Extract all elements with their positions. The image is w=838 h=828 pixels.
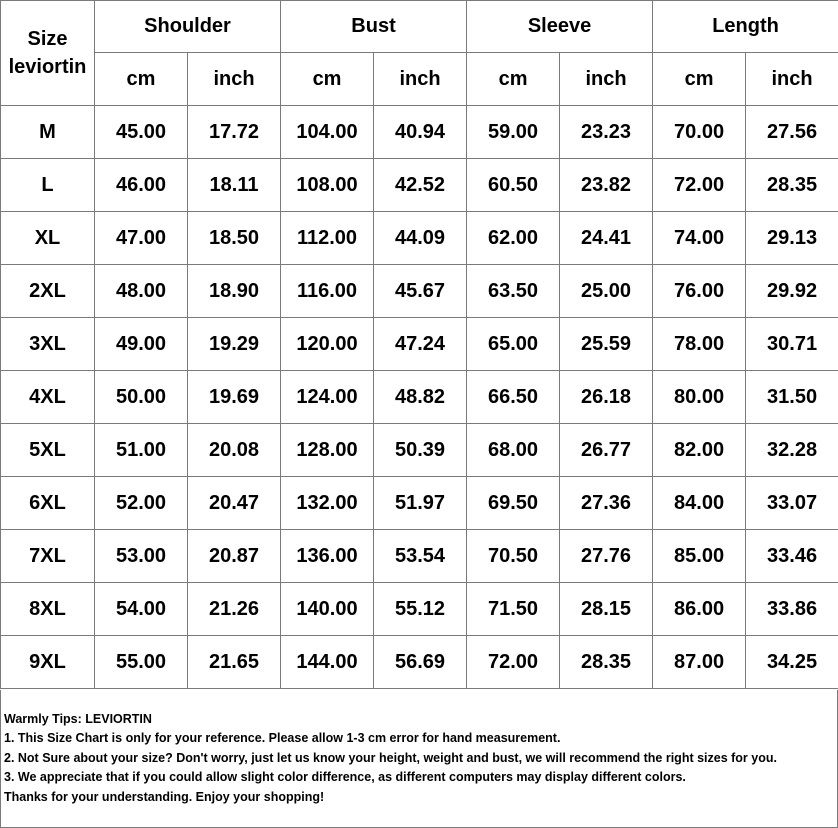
size-label-cell: 2XL (1, 265, 95, 318)
measurement-cell: 28.35 (560, 636, 653, 689)
group-header-bust: Bust (281, 1, 467, 53)
table-row (1, 106, 838, 159)
size-label-cell: XL (1, 212, 95, 265)
unit-header-inch: inch (188, 53, 281, 106)
measurement-cell: 50.00 (95, 371, 188, 424)
measurement-cell: 52.00 (95, 477, 188, 530)
group-header-length: Length (653, 1, 838, 53)
measurement-cell: 136.00 (281, 530, 374, 583)
measurement-cell: 72.00 (467, 636, 560, 689)
measurement-cell: 25.00 (560, 265, 653, 318)
measurement-cell: 53.54 (374, 530, 467, 583)
measurement-cell: 29.13 (746, 212, 838, 265)
measurement-cell: 120.00 (281, 318, 374, 371)
measurement-cell: 33.07 (746, 477, 838, 530)
size-label-cell: 9XL (1, 636, 95, 689)
measurement-cell: 55.00 (95, 636, 188, 689)
tip-line-3: 3. We appreciate that if you could allow slight color difference, as different computers may display different colors. (4, 770, 686, 785)
measurement-cell: 87.00 (653, 636, 746, 689)
size-table-body (1, 106, 838, 689)
measurement-cell: 82.00 (653, 424, 746, 477)
measurement-cell: 49.00 (95, 318, 188, 371)
measurement-cell: 29.92 (746, 265, 838, 318)
tip-line-2: 2. Not Sure about your size? Don't worry, just let us know your height, weight and bust, we will recommend the right sizes for you. (4, 750, 777, 765)
measurement-cell: 40.94 (374, 106, 467, 159)
measurement-cell: 51.97 (374, 477, 467, 530)
unit-header-inch: inch (560, 53, 653, 106)
measurement-cell: 54.00 (95, 583, 188, 636)
measurement-cell: 59.00 (467, 106, 560, 159)
size-label-cell: 4XL (1, 371, 95, 424)
measurement-cell: 140.00 (281, 583, 374, 636)
measurement-cell: 86.00 (653, 583, 746, 636)
measurement-cell: 19.29 (188, 318, 281, 371)
measurement-cell: 60.50 (467, 159, 560, 212)
measurement-cell: 85.00 (653, 530, 746, 583)
measurement-cell: 116.00 (281, 265, 374, 318)
measurement-cell: 108.00 (281, 159, 374, 212)
measurement-cell: 72.00 (653, 159, 746, 212)
measurement-cell: 42.52 (374, 159, 467, 212)
table-row (1, 371, 838, 424)
measurement-cell: 63.50 (467, 265, 560, 318)
measurement-cell: 50.39 (374, 424, 467, 477)
measurement-cell: 55.12 (374, 583, 467, 636)
measurement-cell: 47.00 (95, 212, 188, 265)
measurement-cell: 45.00 (95, 106, 188, 159)
unit-header-cm: cm (467, 53, 560, 106)
measurement-cell: 84.00 (653, 477, 746, 530)
group-header-sleeve: Sleeve (467, 1, 653, 53)
unit-header-cm: cm (95, 53, 188, 106)
measurement-cell: 31.50 (746, 371, 838, 424)
measurement-cell: 68.00 (467, 424, 560, 477)
table-row (1, 318, 838, 371)
measurement-cell: 112.00 (281, 212, 374, 265)
measurement-cell: 21.26 (188, 583, 281, 636)
measurement-cell: 70.50 (467, 530, 560, 583)
measurement-cell: 33.46 (746, 530, 838, 583)
measurement-cell: 74.00 (653, 212, 746, 265)
measurement-cell: 18.90 (188, 265, 281, 318)
table-row (1, 424, 838, 477)
group-header-shoulder: Shoulder (95, 1, 281, 53)
measurement-cell: 71.50 (467, 583, 560, 636)
measurement-cell: 20.87 (188, 530, 281, 583)
measurement-cell: 24.41 (560, 212, 653, 265)
measurement-cell: 27.36 (560, 477, 653, 530)
size-label-cell: L (1, 159, 95, 212)
measurement-cell: 30.71 (746, 318, 838, 371)
measurement-cell: 20.47 (188, 477, 281, 530)
measurement-cell: 48.82 (374, 371, 467, 424)
measurement-cell: 48.00 (95, 265, 188, 318)
measurement-cell: 144.00 (281, 636, 374, 689)
measurement-cell: 18.50 (188, 212, 281, 265)
tip-line-1: 1. This Size Chart is only for your reference. Please allow 1-3 cm error for hand measurement. (4, 731, 561, 746)
measurement-cell: 44.09 (374, 212, 467, 265)
measurement-cell: 132.00 (281, 477, 374, 530)
measurement-cell: 62.00 (467, 212, 560, 265)
measurement-cell: 70.00 (653, 106, 746, 159)
measurement-cell: 27.76 (560, 530, 653, 583)
measurement-cell: 20.08 (188, 424, 281, 477)
size-header-label: Size (27, 28, 68, 50)
measurement-cell: 18.11 (188, 159, 281, 212)
measurement-cell: 80.00 (653, 371, 746, 424)
measurement-cell: 33.86 (746, 583, 838, 636)
measurement-cell: 28.35 (746, 159, 838, 212)
unit-header-cm: cm (653, 53, 746, 106)
size-label-cell: 3XL (1, 318, 95, 371)
measurement-cell: 27.56 (746, 106, 838, 159)
measurement-cell: 78.00 (653, 318, 746, 371)
warmly-tips-box (0, 690, 838, 828)
table-row (1, 636, 838, 689)
tips-closing: Thanks for your understanding. Enjoy your shopping! (4, 789, 325, 804)
table-row (1, 583, 838, 636)
measurement-cell: 56.69 (374, 636, 467, 689)
measurement-cell: 66.50 (467, 371, 560, 424)
measurement-cell: 128.00 (281, 424, 374, 477)
size-label-cell: M (1, 106, 95, 159)
size-label-cell: 7XL (1, 530, 95, 583)
measurement-cell: 104.00 (281, 106, 374, 159)
unit-header-inch: inch (746, 53, 838, 106)
measurement-cell: 23.23 (560, 106, 653, 159)
measurement-cell: 21.65 (188, 636, 281, 689)
table-row (1, 159, 838, 212)
size-label-cell: 8XL (1, 583, 95, 636)
measurement-cell: 46.00 (95, 159, 188, 212)
brand-header-label: leviortin (8, 56, 87, 78)
measurement-cell: 45.67 (374, 265, 467, 318)
measurement-cell: 32.28 (746, 424, 838, 477)
measurement-cell: 17.72 (188, 106, 281, 159)
table-row (1, 212, 838, 265)
measurement-cell: 34.25 (746, 636, 838, 689)
measurement-cell: 47.24 (374, 318, 467, 371)
measurement-cell: 76.00 (653, 265, 746, 318)
measurement-cell: 69.50 (467, 477, 560, 530)
measurement-cell: 51.00 (95, 424, 188, 477)
measurement-cell: 124.00 (281, 371, 374, 424)
measurement-cell: 23.82 (560, 159, 653, 212)
measurement-cell: 53.00 (95, 530, 188, 583)
size-label-cell: 6XL (1, 477, 95, 530)
measurement-cell: 26.18 (560, 371, 653, 424)
measurement-cell: 26.77 (560, 424, 653, 477)
tips-title: Warmly Tips: LEVIORTIN (4, 712, 152, 726)
unit-header-inch: inch (374, 53, 467, 106)
size-label-cell: 5XL (1, 424, 95, 477)
measurement-cell: 28.15 (560, 583, 653, 636)
table-row (1, 265, 838, 318)
unit-header-cm: cm (281, 53, 374, 106)
header-row-units (1, 53, 838, 106)
measurement-cell: 65.00 (467, 318, 560, 371)
table-row (1, 530, 838, 583)
measurement-cell: 19.69 (188, 371, 281, 424)
header-row-groups (1, 1, 838, 53)
size-column-header (1, 1, 95, 106)
measurement-cell: 25.59 (560, 318, 653, 371)
table-row (1, 477, 838, 530)
